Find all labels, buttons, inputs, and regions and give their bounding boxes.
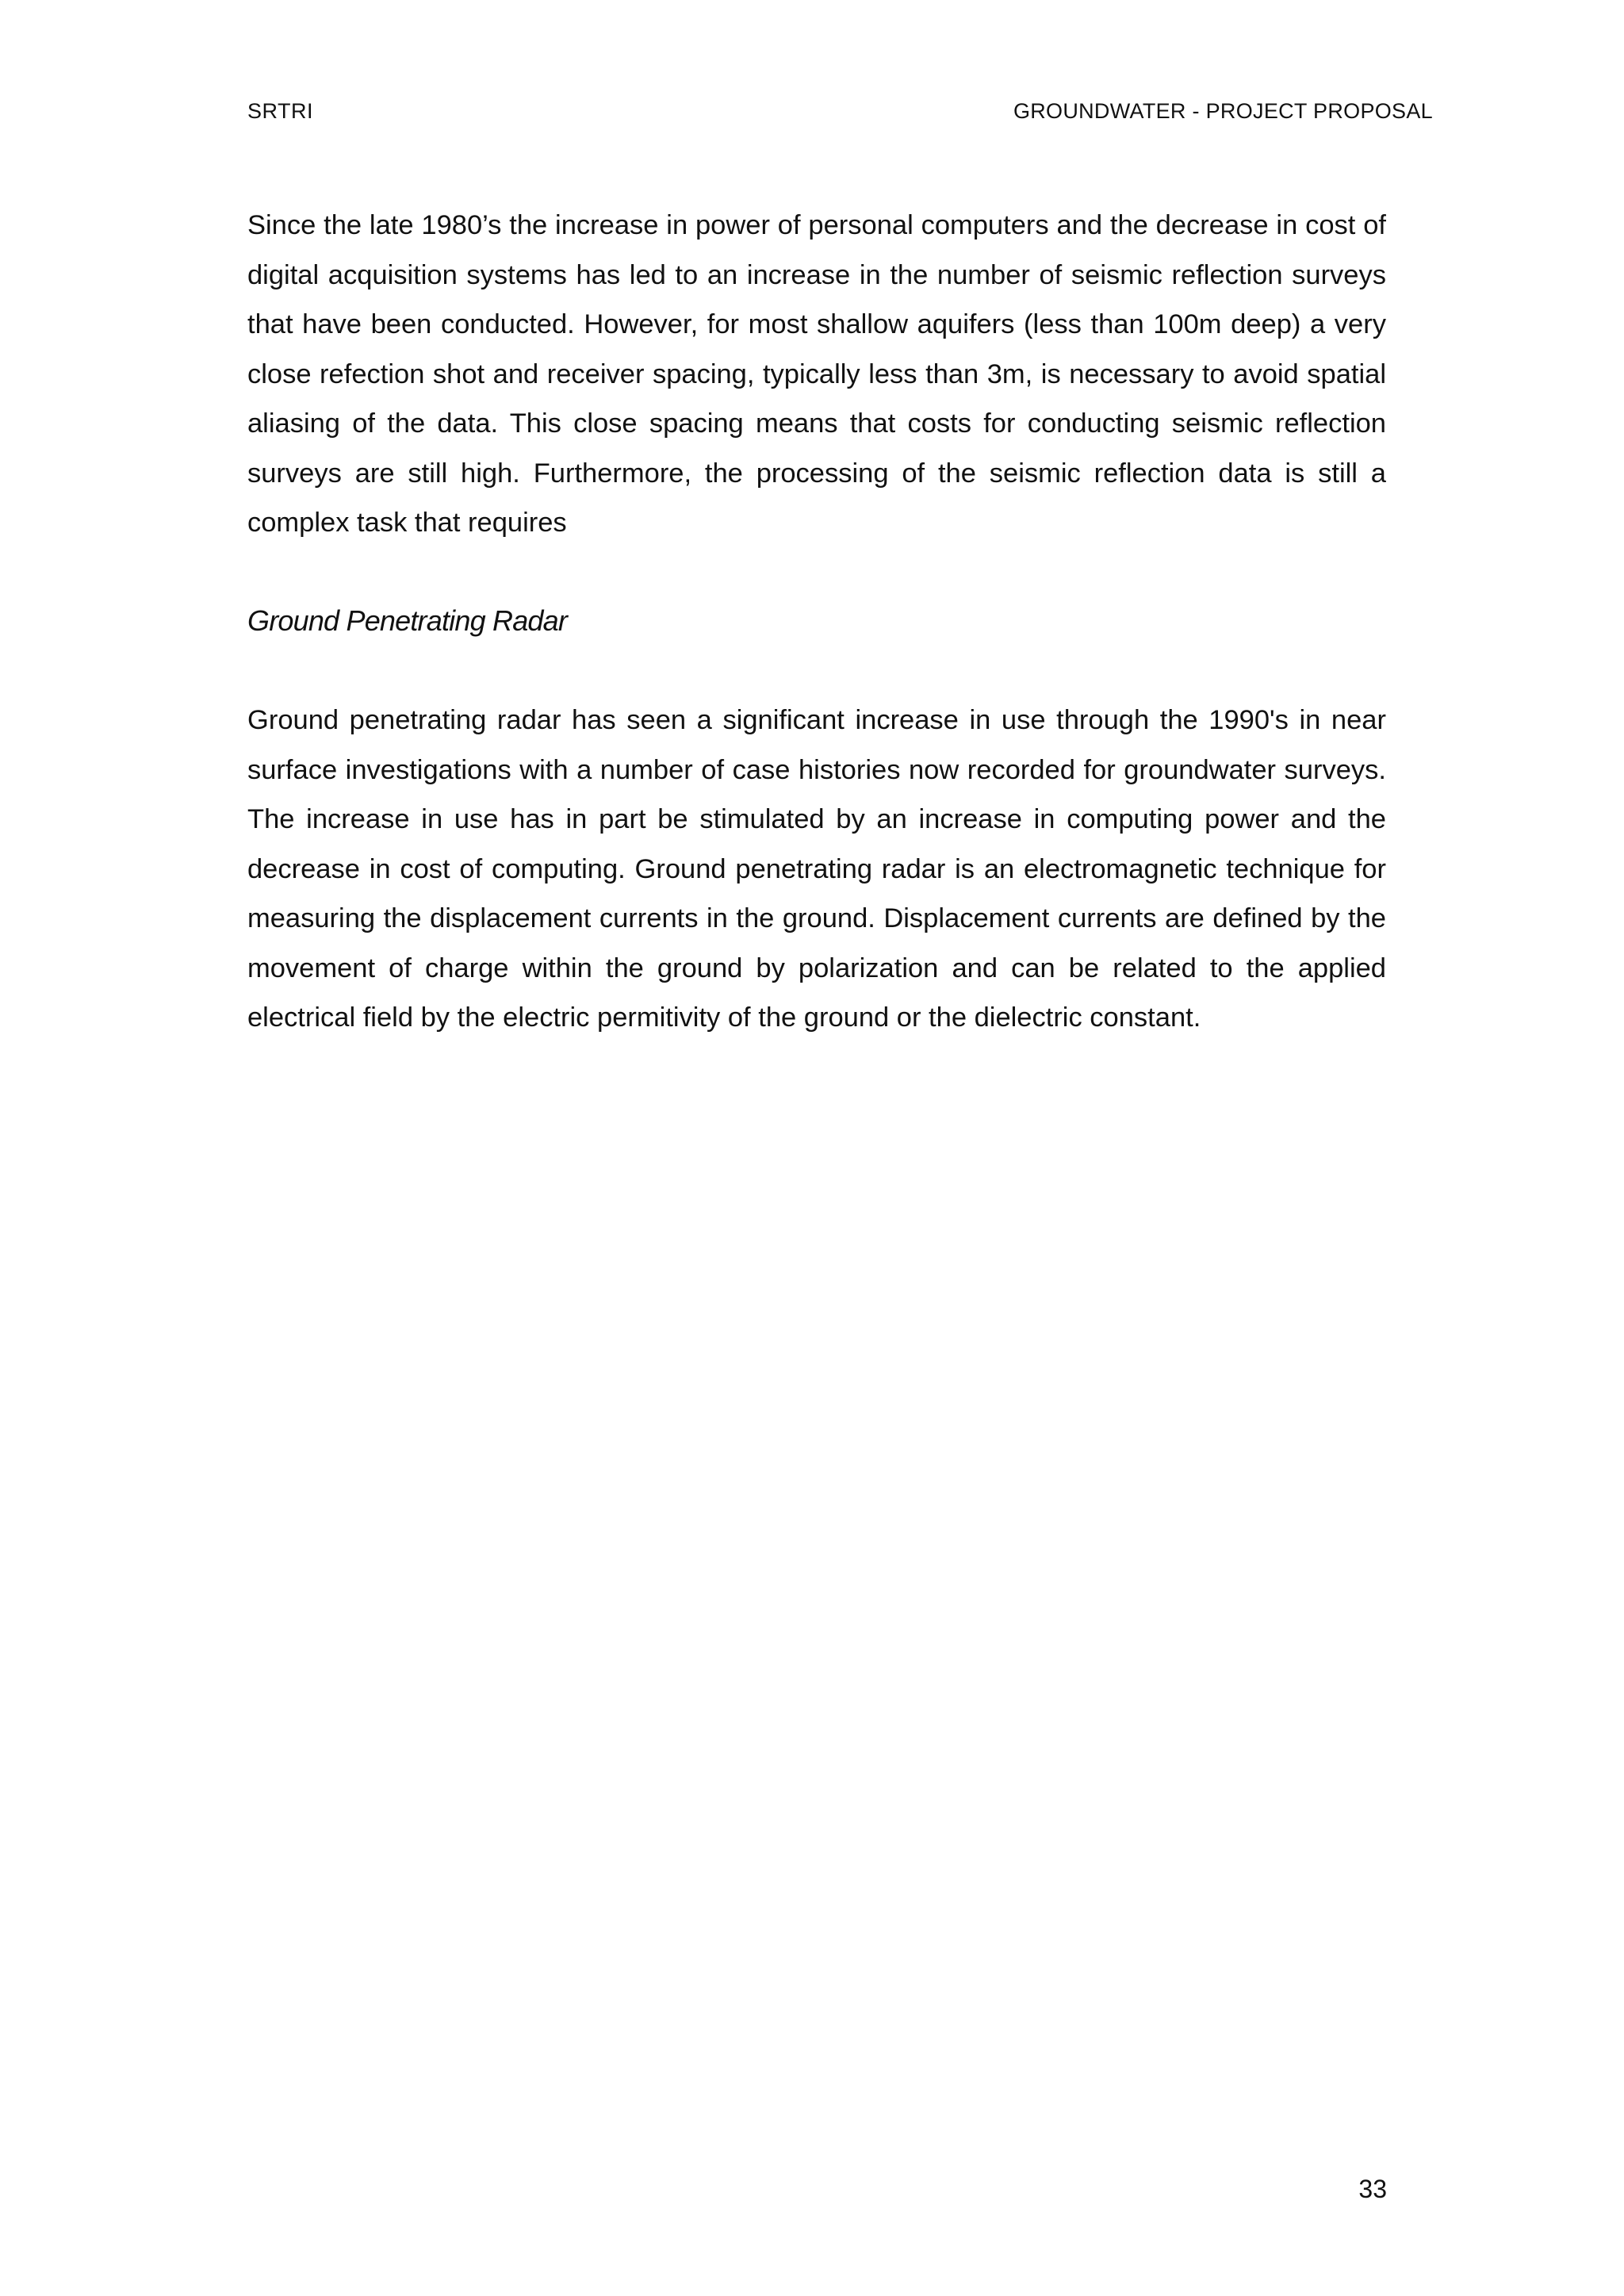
header-organization: SRTRI (247, 99, 314, 123)
page-number: 33 (1358, 2175, 1387, 2203)
body-paragraph-gpr: Ground penetrating radar has seen a significant increase in use through the 1990's in near surface investigations with a number of case histories now recorded for groundwater surveys. The increase in use has in part be stimulated by an increase in computing power and the decrease in cost of computing. Ground penetrating radar is an electromagnetic technique for measuring the displacement currents in the ground. Displacement currents are defined by the movement of charge within the ground by polarization and can be related to the applied electrical field by the electric permitivity of the ground or the dielectric constant. (247, 705, 1386, 1033)
header-document-title: GROUNDWATER - PROJECT PROPOSAL (1013, 99, 1433, 123)
body-paragraph-seismic: Since the late 1980’s the increase in power of personal computers and the decrease in cost of digital acquisition systems has led to an increase in the number of seismic reflection surveys that have been conducted. However, for most shallow aquifers (less than 100m deep) a very close refection shot and receiver spacing, typically less than 3m, is necessary to avoid spatial aliasing of the data. This close spacing means that costs for conducting seismic reflection surveys are still high. Furthermore, the processing of the seismic reflection data is still a complex task that requires (247, 210, 1386, 538)
section-heading-gpr: Ground Penetrating Radar (247, 604, 568, 637)
